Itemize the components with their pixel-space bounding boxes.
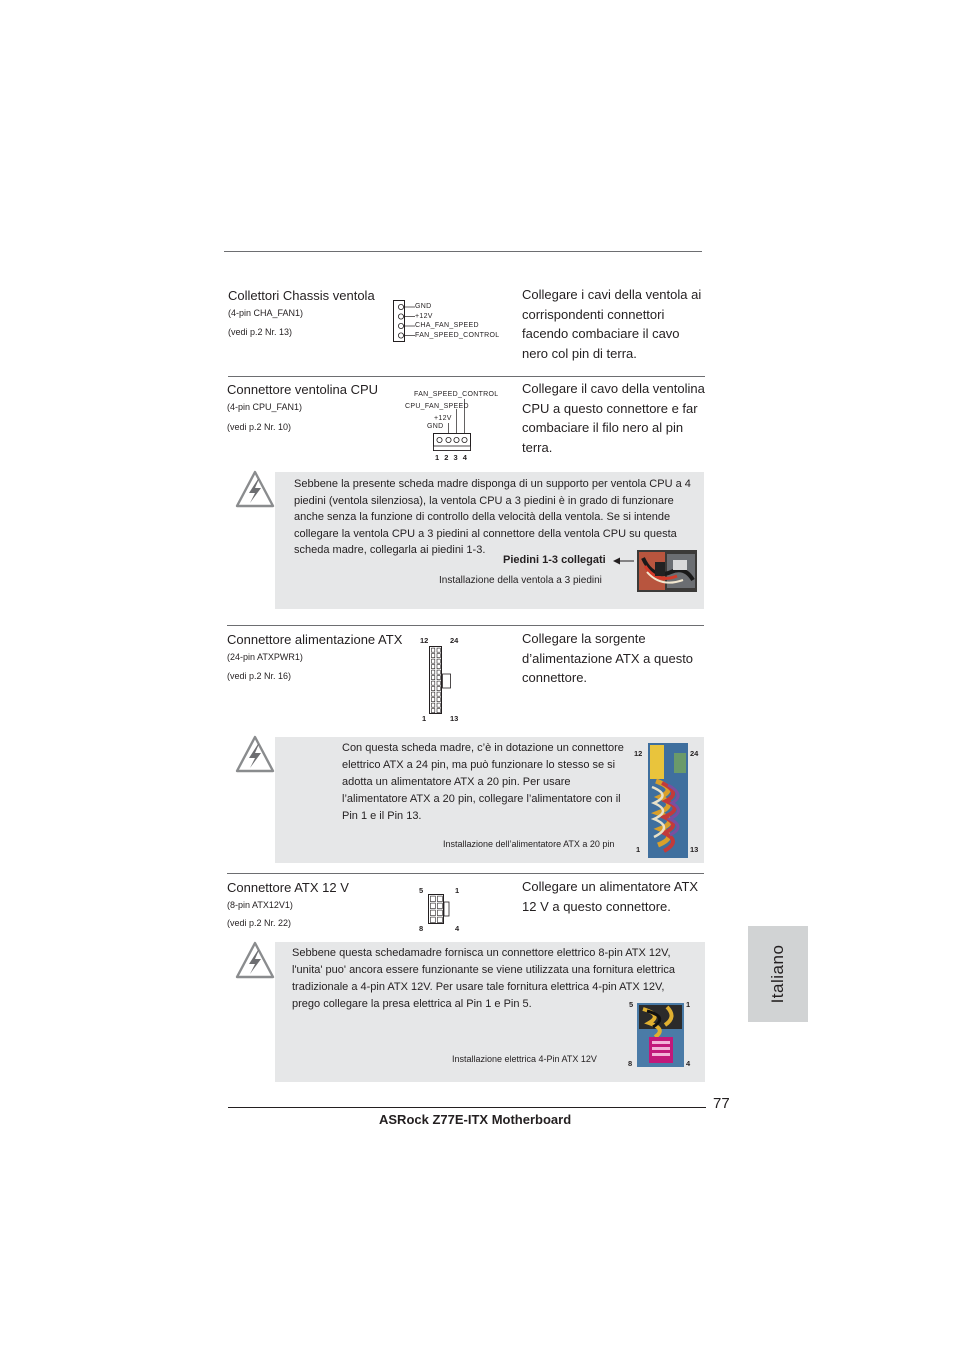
- note-atx12-pin-8: 8: [628, 1059, 633, 1068]
- cha-fan-pin-speed: CHA_FAN_SPEED: [415, 322, 479, 329]
- atx24-sub1: (24-pin ATXPWR1): [227, 652, 303, 662]
- connector-pin: [432, 698, 435, 702]
- connector-pin: [432, 703, 435, 707]
- connector-pin: [432, 670, 435, 674]
- atx24-description: Collegare la sorgente d’alimentazione ATX a questo connettore.: [522, 631, 694, 685]
- language-side-tab: [748, 926, 808, 1022]
- connector-pin: [432, 681, 435, 685]
- atx24-pin-1: 1: [422, 714, 427, 723]
- note-atx12-pin-1: 1: [686, 1000, 691, 1009]
- cha-fan-title: Collettori Chassis ventola: [228, 288, 375, 303]
- connector-pin: [437, 698, 440, 702]
- atx12-pin-8: 8: [419, 924, 424, 933]
- cha-fan-pin-control: FAN_SPEED_CONTROL: [415, 331, 500, 339]
- divider: [227, 873, 704, 874]
- warning-icon: [235, 469, 275, 509]
- atx24-title: Connettore alimentazione ATX: [227, 632, 403, 647]
- cha-fan-description: Collegare i cavi della ventola ai corrispondenti connettori facendo combaciare il cavo nero col pin di terra.: [522, 287, 702, 361]
- note-atx12-pin-5: 5: [629, 1000, 634, 1009]
- cpu-fan-pin-12v: +12V: [434, 415, 452, 422]
- note-atx12-text: Sebbene questa schedamadre fornisca un connettore elettrico 8-pin ATX 12V, l'unita' puo' ancora essere funzionante se viene utilizzata una fornitura elettrica tradizionale a 4-pin ATX 12V. Per usare tale fornitura elettrica 4-pin ATX 12V, prego collegare la presa elettrica al Pin 1 e Pin 5.: [292, 947, 675, 1010]
- divider: [227, 625, 704, 626]
- cpu-fan-pin-numbers: 1 2 3 4: [435, 453, 469, 462]
- atx24-pin-12: 12: [420, 636, 429, 645]
- connector-pin: [431, 910, 436, 916]
- cha-fan-pin-12v: +12V: [415, 312, 433, 320]
- cha-fan-connector-diagram: [393, 300, 415, 342]
- cpu-fan-pin-control: FAN_SPEED_CONTROL: [414, 391, 499, 398]
- connector-pin: [432, 687, 435, 691]
- connector-pin: [437, 676, 440, 680]
- warning-icon: [235, 734, 275, 774]
- atx12-pin-1: 1: [455, 886, 460, 895]
- connector-pin: [437, 709, 440, 713]
- connector-pin: [438, 896, 443, 902]
- connector-pin: [438, 903, 443, 909]
- note-atx12-pin-4: 4: [686, 1059, 691, 1068]
- footer-product-name: ASRock Z77E-ITX Motherboard: [379, 1112, 572, 1127]
- atx12-connector-diagram: [428, 894, 456, 925]
- connector-pin: [438, 910, 443, 916]
- cha-fan-sub2: (vedi p.2 Nr. 13): [228, 327, 293, 337]
- connector-pin: [437, 648, 440, 652]
- atx12-sub2: (vedi p.2 Nr. 22): [227, 918, 292, 928]
- footer-rule: [228, 1107, 706, 1108]
- atx12-title: Connettore ATX 12 V: [227, 880, 349, 895]
- arrow-left-icon: [611, 556, 635, 566]
- atx24-sub2: (vedi p.2 Nr. 16): [227, 671, 292, 681]
- note-atx24-text: Con questa scheda madre, c’è in dotazione un connettore elettrico ATX a 24 pin, ma può funzionare lo stesso se si adotta un alimentatore ATX a 20 pin. Per usare l’alimentatore ATX a 20 pin, collegare l’alimentatore con il Pin 1 e il Pin 13.: [342, 742, 624, 822]
- cpu-fan-description: Collegare il cavo della ventolina CPU a questo connettore e far combaciare il filo nero al pin terra.: [522, 381, 705, 455]
- cpu-fan-title: Connettore ventolina CPU: [227, 382, 379, 397]
- connector-pin: [437, 703, 440, 707]
- connector-pin: [437, 692, 440, 696]
- atx12-sub1: (8-pin ATX12V1): [227, 900, 293, 910]
- connector-pin: [437, 687, 440, 691]
- atx12-pin-4: 4: [455, 924, 460, 933]
- note-atx24-pin-13: 13: [690, 845, 699, 854]
- connector-pin: [437, 654, 440, 658]
- top-rule: [224, 251, 702, 252]
- note-atx24-pin-24: 24: [690, 749, 699, 758]
- connector-pin: [431, 903, 436, 909]
- connector-pin: [432, 692, 435, 696]
- note-atx24-caption: Installazione dell’alimentatore ATX a 20 pin: [443, 839, 615, 849]
- atx12-installation-photo: [637, 1003, 684, 1067]
- note-atx24-pin-1: 1: [636, 845, 641, 854]
- cha-fan-pin-gnd: GND: [415, 303, 432, 310]
- atx24-installation-photo: [648, 743, 688, 858]
- cpu-fan-connector-diagram: [430, 397, 474, 453]
- connector-pin: [432, 659, 435, 663]
- warning-icon: [235, 940, 275, 980]
- connector-pin: [432, 709, 435, 713]
- connector-pin: [437, 681, 440, 685]
- atx12-pin-5: 5: [419, 886, 424, 895]
- note-atx12-caption: Installazione elettrica 4-Pin ATX 12V: [452, 1054, 597, 1064]
- connector-pin: [431, 896, 436, 902]
- atx24-connector-diagram: [429, 646, 455, 714]
- atx24-pin-13: 13: [450, 714, 459, 723]
- cpu-fan-sub2: (vedi p.2 Nr. 10): [227, 422, 292, 432]
- connector-pin: [437, 659, 440, 663]
- connector-pin: [437, 670, 440, 674]
- cpu-fan-installation-photo: [637, 550, 697, 592]
- connector-pin: [432, 676, 435, 680]
- divider: [228, 376, 705, 377]
- connector-pin: [432, 648, 435, 652]
- connector-pin: [438, 917, 443, 923]
- note-cpu-fan-bold-label: Piedini 1-3 collegati: [503, 554, 606, 566]
- connector-pin: [437, 665, 440, 669]
- note-cpu-fan-caption: Installazione della ventola a 3 piedini: [439, 575, 602, 586]
- atx12-description: Collegare un alimentatore ATX 12 V a questo connettore.: [522, 879, 699, 914]
- connector-pin: [432, 654, 435, 658]
- language-tab-label: Italiano: [768, 944, 787, 1004]
- connector-pin: [432, 665, 435, 669]
- note-atx24-pin-12: 12: [634, 749, 643, 758]
- note-cpu-fan-text: Sebbene la presente scheda madre disponga di un supporto per ventola CPU a 4 piedini (ventola silenziosa), la ventola CPU a 3 piedini è in grado di funzionare anche senza la funzione di controllo della velocità della ventola. Se si intende collegare la ventola CPU a 3 piedini al connettore della ventola CPU su questa scheda madre, collegarla ai piedini 1-3.: [294, 478, 691, 556]
- cpu-fan-pin-gnd: GND: [427, 423, 444, 430]
- page-number: 77: [713, 1095, 730, 1112]
- atx24-pin-24: 24: [450, 636, 459, 645]
- connector-pin: [431, 917, 436, 923]
- cpu-fan-sub1: (4-pin CPU_FAN1): [227, 402, 303, 412]
- cpu-fan-pin-speed: CPU_FAN_SPEED: [405, 403, 469, 410]
- cha-fan-sub1: (4-pin CHA_FAN1): [228, 308, 304, 318]
